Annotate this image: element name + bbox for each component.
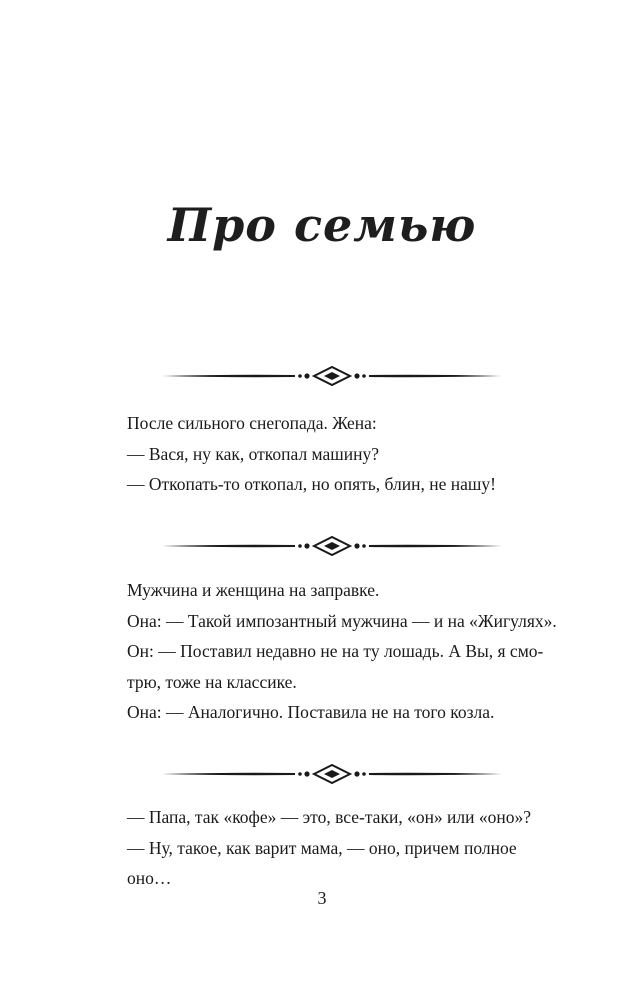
page-number: 3 (317, 888, 327, 908)
text-line: Мужчина и женщина на заправке. (127, 580, 380, 600)
chapter-title: Про семью (167, 198, 477, 252)
text-line: После сильного снегопада. Жена: (127, 413, 377, 433)
section-divider (162, 764, 502, 784)
text-line: — Папа, так «кофе» — это, все-таки, «он» или «оно»? (127, 807, 532, 827)
text-line: трю, тоже на классике. (127, 671, 297, 692)
anecdote-3 (127, 802, 567, 894)
section-divider (162, 536, 502, 556)
text-line: — Вася, ну как, откопал машину? (127, 443, 379, 464)
text-line: Она: — Аналогично. Поставила не на того козла. (127, 702, 495, 722)
section-divider (162, 366, 502, 386)
text-line: — Ну, такое, как варит мама, — оно, причем полное (127, 837, 517, 858)
anecdote-1 (127, 408, 567, 500)
text-line: Он: — Поставил недавно не на ту лошадь. А Вы, я смо- (127, 641, 544, 661)
diamond-ornament-icon (162, 366, 502, 386)
text-line: Она: — Такой импозантный мужчина — и на «Жигулях». (127, 610, 557, 631)
text-line: — Откопать-то откопал, но опять, блин, не нашу! (127, 474, 496, 494)
text-line: оно… (127, 868, 172, 888)
diamond-ornament-icon (162, 764, 502, 784)
anecdote-2 (127, 575, 567, 728)
diamond-ornament-icon (162, 536, 502, 556)
